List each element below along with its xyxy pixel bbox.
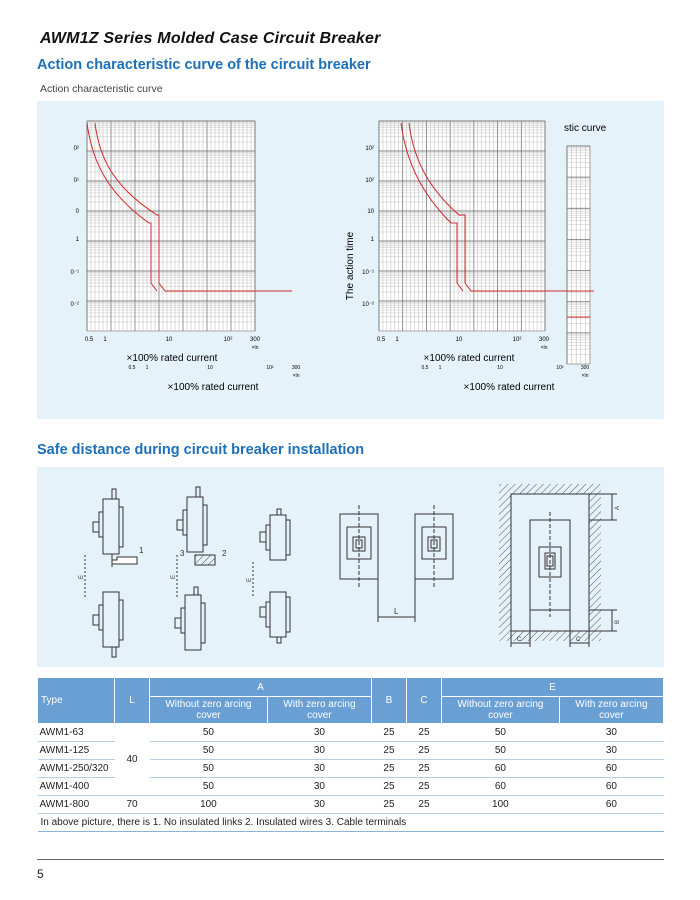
label-b: B bbox=[615, 619, 621, 624]
table-note: In above picture, there is 1. No insulated links 2. Insulated wires 3. Cable terminals bbox=[38, 814, 664, 832]
cell-a1: 50 bbox=[150, 778, 268, 796]
header-e-with: With zero arcing cover bbox=[559, 697, 663, 724]
label-c-right: C bbox=[576, 637, 581, 643]
header-e-without: Without zero arcing cover bbox=[441, 697, 559, 724]
header-e: E bbox=[441, 678, 663, 697]
label-e-2: E bbox=[171, 574, 177, 579]
safe-distance-table bbox=[37, 677, 664, 832]
left-x-tick: 10² bbox=[223, 337, 233, 343]
mid-x-label-secondary: ×100% rated current bbox=[463, 382, 555, 393]
document-title: AWM1Z Series Molded Case Circuit Breaker bbox=[40, 30, 381, 47]
left-x-tick-secondary: 10 bbox=[207, 365, 213, 371]
cell-b: 25 bbox=[371, 760, 406, 778]
mid-x-label: ×100% rated current bbox=[423, 353, 515, 364]
label-e-3: E bbox=[247, 577, 253, 582]
cell-c: 25 bbox=[406, 760, 441, 778]
cell-e1: 50 bbox=[441, 742, 559, 760]
left-x-label-secondary: ×100% rated current bbox=[167, 382, 259, 393]
cell-type: AWM1-63 bbox=[38, 724, 115, 742]
mid-x-suffix: ×In bbox=[540, 345, 548, 351]
cell-b: 25 bbox=[371, 742, 406, 760]
installation-panel bbox=[37, 467, 664, 667]
cell-e1: 50 bbox=[441, 724, 559, 742]
chart-grid-middle bbox=[379, 121, 545, 331]
left-x-suffix: ×In bbox=[251, 345, 259, 351]
cell-a2: 30 bbox=[267, 778, 371, 796]
cell-c: 25 bbox=[406, 724, 441, 742]
left-x-tick-secondary: 0.5 bbox=[128, 365, 136, 371]
cell-e2: 60 bbox=[559, 760, 663, 778]
mid-y-tick: 10⁻¹ bbox=[362, 270, 374, 276]
cell-type: AWM1-250/320 bbox=[38, 760, 115, 778]
label-2: 2 bbox=[222, 549, 227, 558]
cell-type: AWM1-400 bbox=[38, 778, 115, 796]
mid-x-tick-secondary: 0.5 bbox=[421, 365, 429, 371]
mid-x-tick-secondary: 1 bbox=[438, 365, 442, 371]
cell-c: 25 bbox=[406, 778, 441, 796]
left-y-tick: 0⁻² bbox=[70, 302, 79, 308]
cable-no-insulated-link bbox=[112, 557, 137, 564]
breaker-side-view-2-bottom bbox=[175, 587, 205, 650]
left-x-tick: 10 bbox=[165, 337, 173, 343]
mid-y-tick: 10² bbox=[365, 146, 374, 152]
cell-b: 25 bbox=[371, 796, 406, 814]
header-b: B bbox=[371, 678, 406, 724]
left-y-tick: 0⁻¹ bbox=[70, 270, 79, 276]
cell-e2: 30 bbox=[559, 724, 663, 742]
left-x-tick: 1 bbox=[103, 337, 107, 343]
header-type: Type bbox=[38, 678, 115, 724]
section-title-action-curve: Action characteristic curve of the circuit breaker bbox=[37, 57, 371, 73]
label-l: L bbox=[394, 607, 399, 616]
left-x-suffix-secondary: ×In bbox=[292, 373, 300, 379]
curves-panel bbox=[37, 101, 664, 419]
left-y-tick: 1 bbox=[75, 237, 79, 243]
label-1: 1 bbox=[139, 546, 144, 555]
label-c-left: C bbox=[517, 637, 522, 643]
mid-x-tick: 1 bbox=[395, 337, 399, 343]
mid-x-tick: 10² bbox=[512, 337, 522, 343]
mid-x-tick: 300 bbox=[538, 337, 550, 343]
section-title-safe-distance: Safe distance during circuit breaker installation bbox=[37, 442, 365, 458]
breaker-side-view-1-bottom bbox=[93, 592, 123, 657]
breaker-side-view-3-top bbox=[260, 509, 290, 560]
cell-e2: 60 bbox=[559, 796, 663, 814]
table-row bbox=[38, 796, 664, 814]
table-note-row bbox=[38, 814, 664, 832]
breaker-side-view-3-bottom bbox=[260, 592, 290, 643]
right-partial-heading: stic curve bbox=[564, 123, 607, 134]
chart-grid-left bbox=[87, 121, 255, 331]
cell-e2: 30 bbox=[559, 742, 663, 760]
left-x-tick: 300 bbox=[249, 337, 261, 343]
cell-c: 25 bbox=[406, 796, 441, 814]
cell-a1: 50 bbox=[150, 760, 268, 778]
page-number: 5 bbox=[37, 867, 44, 881]
insulated-wire bbox=[195, 555, 215, 565]
footer-divider bbox=[37, 859, 664, 860]
breaker-side-view-2-top bbox=[177, 487, 207, 552]
mid-y-tick: 10 bbox=[367, 209, 374, 215]
left-x-tick-secondary: 10² bbox=[266, 365, 274, 371]
cell-l: 70 bbox=[115, 796, 150, 814]
header-c: C bbox=[406, 678, 441, 724]
curve-caption: Action characteristic curve bbox=[40, 83, 163, 95]
header-a-with: With zero arcing cover bbox=[267, 697, 371, 724]
cell-a2: 30 bbox=[267, 724, 371, 742]
mid-x-suffix-secondary: ×In bbox=[581, 373, 589, 379]
mid-y-tick: 10⁻² bbox=[362, 302, 374, 308]
breaker-side-view-1-top bbox=[93, 489, 123, 567]
cell-e1: 60 bbox=[441, 760, 559, 778]
cell-e2: 60 bbox=[559, 778, 663, 796]
cell-e1: 60 bbox=[441, 778, 559, 796]
mid-x-tick: 10 bbox=[455, 337, 463, 343]
label-3: 3 bbox=[180, 549, 185, 558]
cell-a1: 50 bbox=[150, 724, 268, 742]
breaker-front-view-2 bbox=[415, 505, 453, 587]
left-y-tick: 0² bbox=[73, 146, 79, 152]
cell-b: 25 bbox=[371, 778, 406, 796]
mid-x-tick-secondary: 10 bbox=[497, 365, 503, 371]
header-a-without: Without zero arcing cover bbox=[150, 697, 268, 724]
table-row bbox=[38, 724, 664, 742]
mid-y-tick: 1 bbox=[370, 237, 374, 243]
left-y-tick: 0 bbox=[75, 209, 79, 215]
mid-y-axis-label: The action time bbox=[345, 231, 356, 301]
mid-y-tick: 10² bbox=[365, 178, 374, 184]
installation-figure bbox=[37, 467, 664, 667]
cell-a1: 50 bbox=[150, 742, 268, 760]
cell-b: 25 bbox=[371, 724, 406, 742]
left-x-tick-secondary: 300 bbox=[291, 365, 301, 371]
mid-x-tick-secondary: 300 bbox=[580, 365, 590, 371]
chart-grid-right bbox=[567, 146, 590, 364]
cell-a1: 100 bbox=[150, 796, 268, 814]
cell-l-shared: 40 bbox=[115, 724, 150, 796]
mid-x-tick-secondary: 10² bbox=[556, 365, 564, 371]
breaker-front-view-1 bbox=[340, 505, 378, 587]
left-y-tick: 0¹ bbox=[73, 178, 79, 184]
cell-type: AWM1-125 bbox=[38, 742, 115, 760]
mid-x-tick: 0.5 bbox=[376, 337, 386, 343]
header-a: A bbox=[150, 678, 372, 697]
cell-c: 25 bbox=[406, 742, 441, 760]
cell-a2: 30 bbox=[267, 760, 371, 778]
left-x-tick-secondary: 1 bbox=[145, 365, 149, 371]
label-a: A bbox=[615, 505, 621, 510]
header-l: L bbox=[115, 678, 150, 724]
action-curve-figure bbox=[37, 101, 664, 419]
cell-a2: 30 bbox=[267, 796, 371, 814]
left-x-label: ×100% rated current bbox=[126, 353, 218, 364]
cell-e1: 100 bbox=[441, 796, 559, 814]
cell-type: AWM1-800 bbox=[38, 796, 115, 814]
label-e-1: E bbox=[79, 574, 85, 579]
left-x-tick: 0.5 bbox=[84, 337, 94, 343]
cell-a2: 30 bbox=[267, 742, 371, 760]
